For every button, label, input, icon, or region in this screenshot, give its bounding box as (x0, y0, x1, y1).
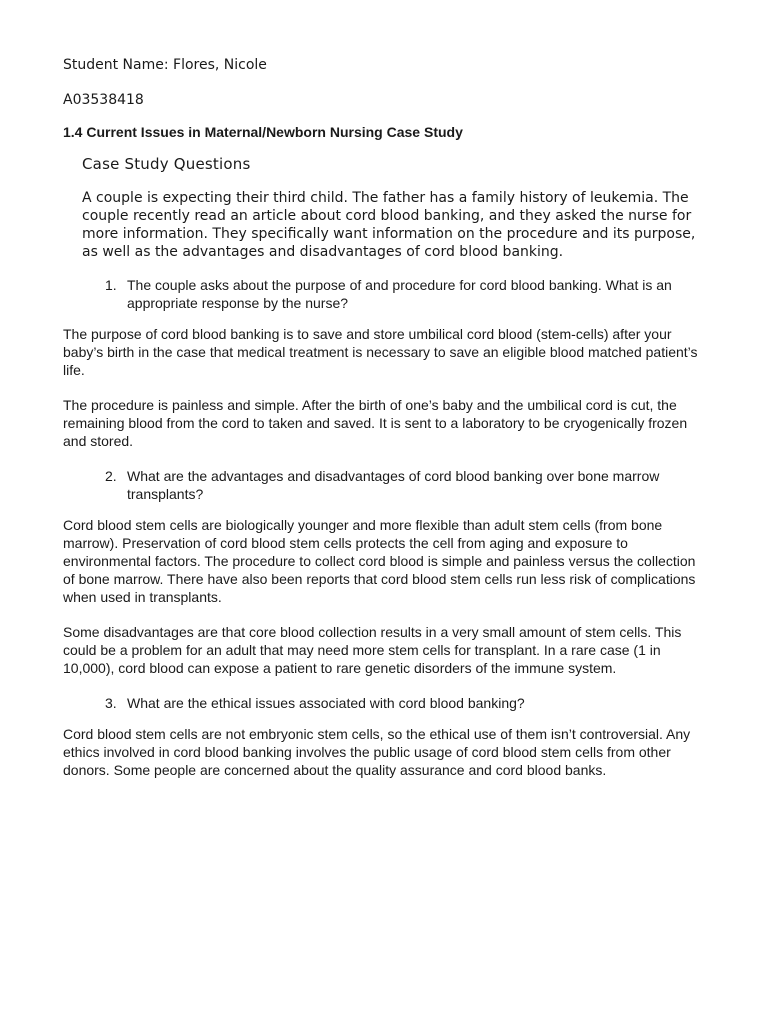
question-3 (63, 694, 708, 712)
case-study-heading: Case Study Questions (82, 155, 251, 173)
answer-paragraph: The procedure is painless and simple. After the birth of one’s baby and the umbilical cord is cut, the remaining blood from the cord to taken and saved. It is sent to a laboratory to be cryogenically frozen and stored. (63, 397, 688, 449)
student-name: Student Name: Flores, Nicole (63, 57, 267, 73)
answer-paragraph: Cord blood stem cells are not embryonic stem cells, so the ethical use of them isn’t controversial. Any ethics involved in cord blood banking involves the public usage of cord blood stem cells from other donors. Some people are concerned about the quality assurance and cord blood banks. (63, 726, 691, 778)
question-text: What are the ethical issues associated with cord blood banking? (127, 695, 525, 711)
question-2 (63, 467, 708, 503)
question-1 (63, 276, 708, 312)
case-study-scenario: A couple is expecting their third child. The father has a family history of leukemia. The couple recently read an article about cord blood banking, and they asked the nurse for more information. They specifically want information on the procedure and its purpose, as well as the advantages and disadvantages of cord blood banking. (82, 190, 696, 260)
student-id: A03538418 (63, 92, 144, 108)
question-number: 3. (105, 695, 117, 711)
question-number: 1. (105, 277, 117, 293)
case-study-intro (63, 155, 708, 261)
answer-paragraph: The purpose of cord blood banking is to save and store umbilical cord blood (stem-cells) after your baby’s birth in the case that medical treatment is necessary to save an eligible blood matched patient’s life. (63, 326, 698, 378)
question-text: The couple asks about the purpose of and procedure for cord blood banking. What is an appropriate response by the nurse? (127, 277, 672, 311)
document-title: 1.4 Current Issues in Maternal/Newborn Nursing Case Study (63, 124, 463, 140)
answer-paragraph: Some disadvantages are that core blood collection results in a very small amount of stem cells. This could be a problem for an adult that may need more stem cells for transplant. In a rare case (1 in 10,000), cord blood can expose a patient to rare genetic disorders of the immune system. (63, 624, 682, 676)
question-text: What are the advantages and disadvantages of cord blood banking over bone marrow transplants? (127, 468, 660, 502)
answer-paragraph: Cord blood stem cells are biologically younger and more flexible than adult stem cells (from bone marrow). Preservation of cord blood stem cells protects the cell from aging and exposure to environmental factors. The procedure to collect cord blood is simple and painless versus the collection of bone marrow. There have also been reports that cord blood stem cells run less risk of complications when used in transplants. (63, 517, 696, 605)
document-page (63, 56, 708, 796)
question-number: 2. (105, 468, 117, 484)
